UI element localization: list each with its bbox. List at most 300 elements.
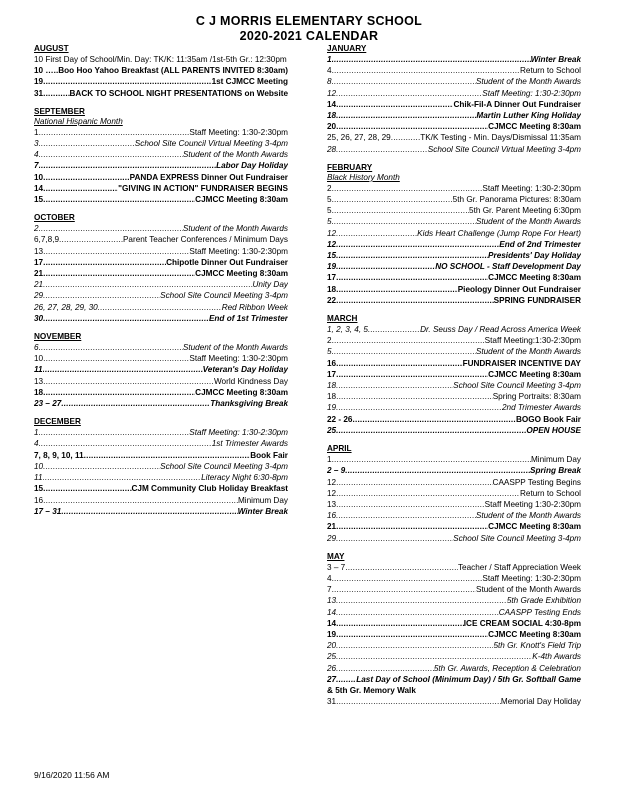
- dot-leader: [59, 234, 123, 245]
- dot-leader: [43, 313, 209, 324]
- event-row: [327, 76, 581, 87]
- event-title: Student of the Month Awards: [182, 224, 288, 234]
- event-row: [34, 450, 288, 461]
- dot-leader: [43, 257, 166, 268]
- event-row: [327, 205, 581, 216]
- event-date: 2: [327, 183, 332, 193]
- event-date: 17 – 31: [34, 506, 62, 516]
- event-title: CJMCC Meeting 8:30am: [195, 269, 288, 279]
- dot-leader: [336, 607, 499, 618]
- event-date: 13: [34, 376, 44, 386]
- month-heading: OCTOBER: [34, 213, 75, 223]
- dot-leader: [353, 414, 516, 425]
- event-date: 1: [34, 428, 39, 438]
- event-row: [34, 461, 288, 472]
- event-title: TK/K Testing - Min. Days/Dismissal 11:35am: [420, 133, 581, 143]
- event-title: NO SCHOOL - Staff Development Day: [435, 262, 581, 272]
- event-title: Minimum Day: [237, 495, 288, 505]
- event-title: Pieology Dinner Out Fundraiser: [457, 284, 581, 294]
- event-row: [34, 65, 288, 76]
- event-title: Literacy Night 6:30-8pm: [201, 473, 288, 483]
- event-date: 12: [327, 477, 337, 487]
- event-row: [34, 398, 288, 409]
- event-date: 15: [34, 484, 44, 494]
- event-title: Staff Meeting:1:30-2:30pm: [484, 336, 581, 346]
- event-row: [34, 376, 288, 387]
- dot-leader: [332, 454, 531, 465]
- event-row: [327, 369, 581, 380]
- event-title: 1st Trimester Awards: [211, 439, 288, 449]
- event-title: Veteran's Day Holiday: [202, 365, 288, 375]
- month-heading: AUGUST: [34, 44, 69, 53]
- event-row: [327, 562, 581, 573]
- event-date: 10 …: [34, 66, 54, 76]
- event-date: 12: [327, 88, 337, 98]
- event-date: 20: [327, 122, 337, 132]
- event-title: 5th Gr. Knott's Field Trip: [493, 641, 581, 651]
- event-row: [327, 295, 581, 306]
- event-date: 4: [327, 66, 332, 76]
- dot-leader: [336, 640, 493, 651]
- event-date: 3: [34, 139, 39, 149]
- event-row: [327, 194, 581, 205]
- event-date: 23 – 27: [34, 399, 62, 409]
- event-title: Unity Day: [252, 280, 288, 290]
- dot-leader: [43, 364, 203, 375]
- event-date: 27: [327, 674, 337, 684]
- event-date: 12: [327, 488, 337, 498]
- event-title: Winter Break: [530, 55, 581, 64]
- event-row: [34, 342, 288, 353]
- event-row: [327, 88, 581, 99]
- dot-leader: [336, 261, 435, 272]
- event-date: 19: [327, 262, 337, 272]
- event-row: [327, 685, 581, 696]
- month-heading: MAY: [327, 551, 345, 561]
- dot-leader: [336, 499, 485, 510]
- event-row: [327, 674, 581, 685]
- event-title: CJMCC Meeting 8:30am: [488, 273, 581, 283]
- event-date: 2 – 9: [327, 466, 346, 476]
- event-row: [34, 506, 288, 517]
- event-row: [34, 427, 288, 438]
- event-title: End of 2nd Trimester: [499, 239, 581, 249]
- dot-leader: [39, 223, 183, 234]
- event-row: [327, 216, 581, 227]
- event-title: End of 1st Trimester: [208, 313, 288, 323]
- dot-leader: [332, 584, 476, 595]
- event-title: CJMCC Meeting 8:30am: [488, 369, 581, 379]
- dot-leader: [332, 205, 469, 216]
- event-row: [34, 194, 288, 205]
- event-title: Student of the Month Awards: [476, 585, 581, 595]
- month-december: [34, 417, 288, 517]
- event-title: School Site Council Meeting 3-4pm: [453, 381, 581, 391]
- event-date: 18: [327, 381, 337, 391]
- event-row: [34, 149, 288, 160]
- event-row: [327, 380, 581, 391]
- event-row: [34, 472, 288, 483]
- event-date: 19: [327, 629, 337, 639]
- dot-leader: [43, 376, 214, 387]
- event-title: 2nd Trimester Awards: [501, 403, 581, 413]
- event-date: 14: [327, 99, 337, 109]
- dot-leader: [336, 391, 493, 402]
- event-row: [327, 595, 581, 606]
- event-date: 29: [34, 291, 44, 301]
- event-row: [327, 510, 581, 521]
- event-title: Chik-Fil-A Dinner Out Fundraiser: [453, 99, 581, 109]
- event-title: Student of the Month Awards: [475, 347, 581, 357]
- event-row: [327, 324, 581, 335]
- month-heading: APRIL: [327, 444, 352, 454]
- event-title: Book Fair: [250, 450, 288, 460]
- event-title: SPRING FUNDRAISER: [493, 295, 581, 305]
- event-row: [327, 284, 581, 295]
- event-row: [34, 127, 288, 138]
- event-row: [327, 402, 581, 413]
- event-date: 1: [327, 455, 332, 465]
- event-title: Minimum Day: [530, 455, 581, 465]
- event-date: 10: [34, 354, 44, 364]
- dot-leader: [336, 121, 488, 132]
- month-august: [34, 44, 288, 99]
- event-date: 7: [34, 161, 39, 171]
- event-row: [327, 618, 581, 629]
- event-title: Staff Meeting: 1:30-2:30pm: [189, 428, 288, 438]
- dot-leader: [336, 369, 488, 380]
- event-date: 26, 27, 28, 29, 30: [34, 302, 98, 312]
- event-date: 14: [34, 183, 44, 193]
- dot-leader: [39, 427, 190, 438]
- event-date: 10: [34, 172, 44, 182]
- month-january: [327, 44, 581, 155]
- event-title: CJMCC Meeting 8:30am: [488, 629, 581, 639]
- event-row: [327, 239, 581, 250]
- event-row: [34, 483, 288, 494]
- event-row: [327, 132, 581, 143]
- dot-leader: [332, 65, 520, 76]
- event-row: [34, 438, 288, 449]
- dot-leader: [43, 194, 195, 205]
- month-heading: DECEMBER: [34, 417, 81, 427]
- event-title: World Kindness Day: [213, 376, 288, 386]
- event-row: [327, 607, 581, 618]
- dot-leader: [336, 674, 356, 685]
- dot-leader: [391, 132, 421, 143]
- event-row: [327, 629, 581, 640]
- event-date: 13: [327, 499, 337, 509]
- dot-leader: [336, 110, 476, 121]
- event-date: 31: [327, 697, 337, 707]
- dot-leader: [332, 194, 453, 205]
- dot-leader: [98, 302, 222, 313]
- dot-leader: [332, 346, 476, 357]
- event-date: 22 - 26: [327, 414, 353, 424]
- dot-leader: [336, 358, 462, 369]
- event-row: [327, 533, 581, 544]
- event-title: Parent Teacher Conferences / Minimum Days: [122, 235, 288, 245]
- event-row: [34, 183, 288, 194]
- event-title: Spring Break: [530, 466, 581, 476]
- event-title: Teacher / Staff Appreciation Week: [457, 562, 581, 572]
- month-april: [327, 444, 581, 544]
- dot-leader: [336, 696, 501, 707]
- event-date: 5: [327, 217, 332, 227]
- dot-leader: [43, 279, 252, 290]
- dot-leader: [61, 398, 210, 409]
- dot-leader: [43, 183, 118, 194]
- dot-leader: [43, 76, 211, 87]
- event-row: [327, 651, 581, 662]
- event-date: 11: [34, 473, 43, 483]
- event-row: [34, 234, 288, 245]
- event-date: 15: [34, 195, 44, 205]
- event-row: [327, 573, 581, 584]
- event-title: Martin Luther King Holiday: [476, 111, 581, 121]
- event-row: [34, 76, 288, 87]
- event-title: Boo Hoo Yahoo Breakfast (ALL PARENTS INVITED 8:30am): [58, 66, 288, 76]
- event-row: [327, 425, 581, 436]
- month-february: [327, 163, 581, 306]
- event-row: [327, 414, 581, 425]
- event-date: 10: [34, 461, 44, 471]
- dot-leader: [345, 562, 458, 573]
- event-title: 5th Gr. Parent Meeting 6:30pm: [469, 206, 581, 216]
- event-row: [327, 391, 581, 402]
- event-row: [327, 465, 581, 476]
- event-title: Memorial Day Holiday: [500, 697, 581, 707]
- event-row: [34, 223, 288, 234]
- event-title: PANDA EXPRESS Dinner Out Fundraiser: [129, 172, 288, 182]
- dot-leader: [43, 483, 131, 494]
- dot-leader: [39, 438, 212, 449]
- event-date: 18: [327, 111, 337, 121]
- event-row: [34, 54, 288, 65]
- event-title: Student of the Month Awards: [475, 511, 581, 521]
- event-title: CAASPP Testing Ends: [498, 607, 581, 617]
- dot-leader: [43, 246, 189, 257]
- dot-leader: [336, 618, 464, 629]
- event-row: [327, 358, 581, 369]
- event-date: 4: [34, 150, 39, 160]
- event-row: [327, 54, 581, 65]
- dot-leader: [43, 268, 195, 279]
- event-date: 18: [34, 387, 44, 397]
- event-date: 19: [327, 403, 337, 413]
- dot-leader: [336, 402, 502, 413]
- dot-leader: [336, 272, 488, 283]
- event-date: 17: [327, 273, 337, 283]
- event-row: [34, 88, 288, 99]
- event-date: 12: [327, 228, 337, 238]
- event-title: Winter Break: [237, 506, 288, 516]
- event-title: CJMCC Meeting 8:30am: [488, 522, 581, 532]
- event-title: Red Ribbon Week: [221, 302, 288, 312]
- event-title: Spring Portraits: 8:30am: [492, 392, 581, 402]
- event-date: 2: [34, 224, 39, 234]
- event-date: 13: [327, 596, 337, 606]
- event-row: [327, 144, 581, 155]
- month-heading: JANUARY: [327, 44, 367, 53]
- event-row: [327, 261, 581, 272]
- dot-leader: [336, 239, 499, 250]
- event-title: School Site Council Meeting 3-4pm: [453, 533, 581, 543]
- dot-leader: [43, 472, 202, 483]
- event-date: 19: [34, 77, 44, 87]
- event-title: Student of the Month Awards: [182, 343, 288, 353]
- dot-leader: [43, 290, 160, 301]
- event-date: 26: [327, 663, 337, 673]
- event-row: [327, 454, 581, 465]
- event-title: OPEN HOUSE: [526, 425, 581, 435]
- event-title: BOGO Book Fair: [515, 414, 581, 424]
- print-timestamp: 9/16/2020 11:56 AM: [34, 770, 110, 780]
- event-title: Thanksgiving Break: [210, 399, 288, 409]
- event-title: School Site Council Virtual Meeting 3-4pm: [427, 144, 581, 154]
- event-row: [327, 228, 581, 239]
- dot-leader: [39, 160, 217, 171]
- event-title: 5th Gr. Awards, Reception & Celebration: [433, 663, 581, 673]
- event-date: & 5th Gr. Memory Walk: [327, 685, 416, 695]
- event-row: [327, 272, 581, 283]
- dot-leader: [61, 506, 237, 517]
- event-title: K-4th Awards: [532, 652, 581, 662]
- event-date: 6,7,8,9: [34, 235, 60, 245]
- event-title: CJM Community Club Holiday Breakfast: [131, 484, 288, 494]
- dot-leader: [39, 149, 183, 160]
- event-row: [34, 302, 288, 313]
- event-date: 5: [327, 347, 332, 357]
- event-row: [327, 110, 581, 121]
- event-title: Staff Meeting: 1:30-2:30pm: [482, 88, 581, 98]
- event-title: School Site Council Meeting 3-4pm: [160, 461, 288, 471]
- event-date: 30: [34, 313, 44, 323]
- event-row: [327, 488, 581, 499]
- event-date: 14: [327, 607, 337, 617]
- month-october: [34, 213, 288, 324]
- event-date: 7: [327, 585, 332, 595]
- event-date: 18: [327, 284, 337, 294]
- event-row: [327, 183, 581, 194]
- month-subtitle: National Hispanic Month: [34, 116, 123, 126]
- event-date: 25, 26, 27, 28, 29: [327, 133, 391, 143]
- event-row: [327, 121, 581, 132]
- month-november: [34, 332, 288, 409]
- event-row: [327, 499, 581, 510]
- month-heading: NOVEMBER: [34, 332, 82, 342]
- event-title: Return to School: [520, 488, 581, 498]
- event-title: ICE CREAM SOCIAL 4:30-8pm: [463, 618, 581, 628]
- event-row: [34, 387, 288, 398]
- dot-leader: [43, 461, 160, 472]
- event-date: 15: [327, 251, 337, 261]
- dot-leader: [336, 663, 434, 674]
- event-date: 21: [34, 280, 44, 290]
- event-title: CJMCC Meeting 8:30am: [195, 195, 288, 205]
- event-title: School Site Council Virtual Meeting 3-4pm: [134, 139, 288, 149]
- event-date: 8: [327, 77, 332, 87]
- dot-leader: [345, 465, 530, 476]
- event-row: [34, 313, 288, 324]
- month-subtitle: Black History Month: [327, 172, 400, 182]
- event-row: [327, 477, 581, 488]
- event-title: Presidents' Day Holiday: [488, 251, 581, 261]
- dot-leader: [43, 172, 130, 183]
- dot-leader: [39, 127, 190, 138]
- event-date: 25: [327, 652, 337, 662]
- month-heading: FEBRUARY: [327, 162, 373, 172]
- dot-leader: [43, 387, 195, 398]
- event-title: 1st CJMCC Meeting: [211, 77, 288, 87]
- event-row: [34, 257, 288, 268]
- event-date: 12: [327, 239, 337, 249]
- event-title: Student of the Month Awards: [475, 77, 581, 87]
- dot-leader: [336, 284, 458, 295]
- event-title: Staff Meeting: 1:30-2:30pm: [482, 183, 581, 193]
- event-date: 17: [327, 369, 337, 379]
- dot-leader: [336, 477, 492, 488]
- right-column: [327, 44, 581, 715]
- event-title: Staff Meeting: 1:30-2:30pm: [189, 246, 288, 256]
- dot-leader: [336, 533, 453, 544]
- event-row: [327, 99, 581, 110]
- event-row: [327, 663, 581, 674]
- event-title: School Site Council Meeting 3-4pm: [160, 291, 288, 301]
- event-title: FUNDRAISER INCENTIVE DAY: [462, 358, 581, 368]
- event-title: Dr. Seuss Day / Read Across America Week: [420, 325, 581, 335]
- event-row: [327, 335, 581, 346]
- event-title: Last Day of School (Minimum Day) / 5th Gr. Softball Game: [356, 674, 581, 684]
- dot-leader: [336, 425, 526, 436]
- dot-leader: [336, 144, 428, 155]
- event-row: [327, 346, 581, 357]
- event-title: CAASPP Testing Begins: [492, 477, 581, 487]
- dot-leader: [336, 228, 417, 239]
- event-row: [34, 353, 288, 364]
- event-row: [327, 250, 581, 261]
- dot-leader: [43, 495, 238, 506]
- event-date: 25: [327, 425, 337, 435]
- event-date: 4: [34, 439, 39, 449]
- calendar-title: 2020-2021 CALENDAR: [239, 29, 379, 43]
- event-date: 1: [34, 127, 39, 137]
- dot-leader: [84, 450, 251, 461]
- event-title: Staff Meeting 1:30-2:30pm: [484, 499, 581, 509]
- event-row: [34, 246, 288, 257]
- event-date: 21: [34, 269, 44, 279]
- dot-leader: [336, 88, 482, 99]
- dot-leader: [332, 335, 485, 346]
- event-date: 4: [327, 573, 332, 583]
- event-title: Student of the Month Awards: [182, 150, 288, 160]
- dot-leader: [39, 342, 183, 353]
- month-heading: SEPTEMBER: [34, 106, 85, 116]
- event-row: [327, 521, 581, 532]
- event-date: 21: [327, 522, 337, 532]
- event-title: 5th Gr. Panorama Pictures: 8:30am: [452, 195, 581, 205]
- dot-leader: [336, 595, 507, 606]
- month-heading: MARCH: [327, 314, 358, 324]
- event-title: Kids Heart Challenge (Jump Rope For Heart): [417, 228, 581, 238]
- dot-leader: [336, 521, 488, 532]
- dot-leader: [43, 353, 189, 364]
- month-march: [327, 314, 581, 436]
- event-title: CJMCC Meeting 8:30am: [195, 387, 288, 397]
- event-date: 17: [34, 257, 44, 267]
- event-date: 29: [327, 533, 337, 543]
- dot-leader: [336, 295, 494, 306]
